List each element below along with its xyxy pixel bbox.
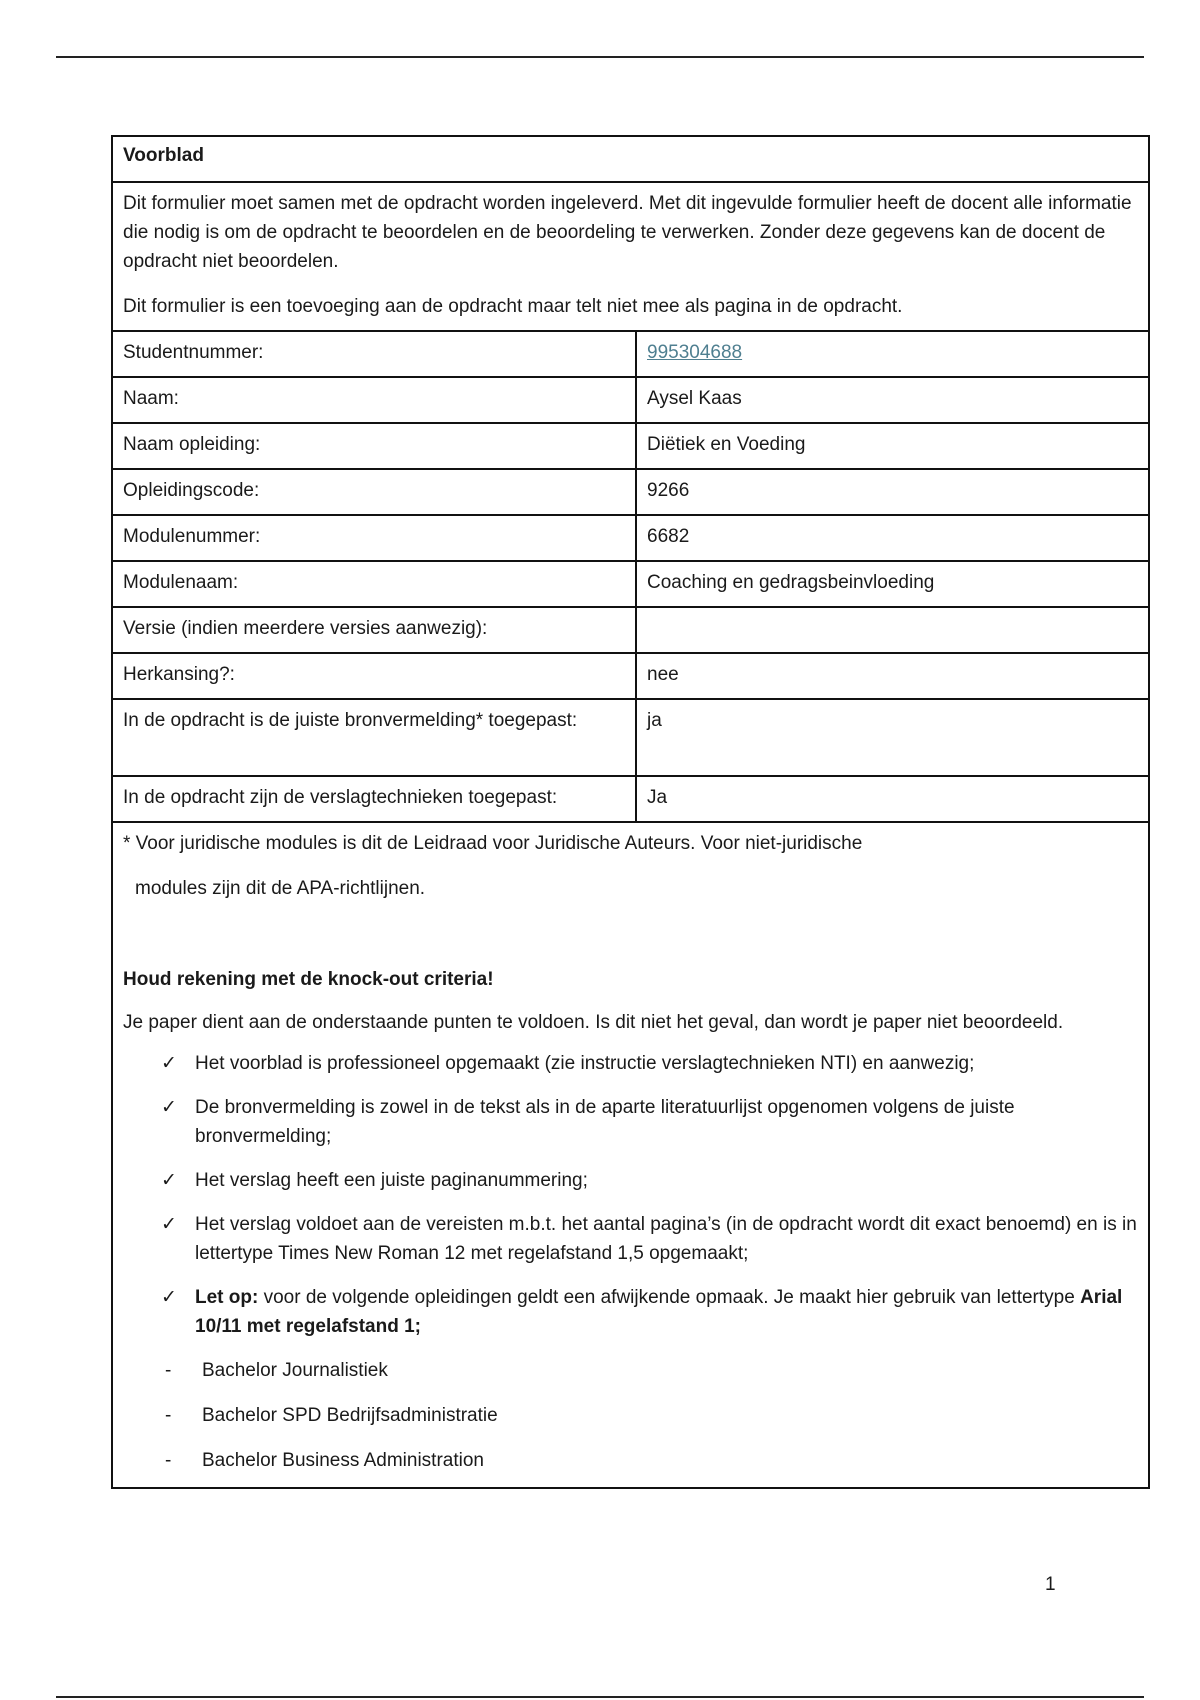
row-verslagtechnieken [113, 777, 1148, 823]
dash-bullet: - [165, 1405, 172, 1426]
header-rule [56, 56, 1144, 58]
form-intro [113, 183, 1148, 332]
intro-paragraph-2: Dit formulier is een toevoeging aan de opdracht maar telt niet mee als pagina in de opdracht. [123, 296, 903, 317]
label-herkansing: Herkansing?: [113, 654, 637, 698]
checkmark-icon: ✓ [161, 1214, 177, 1235]
let-op-text: voor de volgende opleidingen geldt een afwijkende opmaak. Je maakt hier gebruik van lettertype [258, 1287, 1081, 1308]
footnote-line-2: modules zijn dit de APA-richtlijnen. [135, 878, 426, 899]
criterion-text: De bronvermelding is zowel in de tekst als in de aparte literatuurlijst opgenomen volgens de juiste bronvermelding; [195, 1097, 1015, 1147]
row-bronvermelding [113, 700, 1148, 777]
label-verslagtechnieken: In de opdracht zijn de verslagtechnieken toegepast: [113, 777, 637, 821]
footer-rule [56, 1696, 1144, 1698]
label-modulenaam: Modulenaam: [113, 562, 637, 606]
label-versie: Versie (indien meerdere versies aanwezig): [113, 608, 637, 652]
label-modulenummer: Modulenummer: [113, 516, 637, 560]
list-item [123, 1166, 1138, 1195]
knockout-heading: Houd rekening met de knock-out criteria! [123, 969, 494, 990]
let-op-label: Let op: [195, 1287, 259, 1308]
list-item [123, 1356, 1138, 1385]
program-name: Bachelor SPD Bedrijfsadministratie [202, 1405, 498, 1426]
list-item [123, 1446, 1138, 1475]
checkmark-icon: ✓ [161, 1170, 177, 1191]
criterion-text: Het voorblad is professioneel opgemaakt (zie instructie verslagtechnieken NTI) en aanwezig; [195, 1053, 975, 1074]
value-herkansing: nee [647, 664, 679, 685]
criterion-text: Het verslag voldoet aan de vereisten m.b.t. het aantal pagina’s (in de opdracht wordt dit exact benoemd) en is in lettertype Times New Roman 12 met regelafstand 1,5 opgemaakt; [195, 1214, 1137, 1264]
value-modulenaam: Coaching en gedragsbeinvloeding [647, 572, 935, 593]
criterion-text: Het verslag heeft een juiste paginanummering; [195, 1170, 588, 1191]
intro-paragraph-1: Dit formulier moet samen met de opdracht worden ingeleverd. Met dit ingevulde formulier heeft de docent alle informatie die nodig is om de opdracht te beoordelen en de beoordeling te verwerken. Zonder deze gegevens kan de docent de opdracht niet beoordelen. [123, 193, 1132, 272]
checkmark-icon: ✓ [161, 1053, 177, 1074]
label-bronvermelding: In de opdracht is de juiste bronvermelding* toegepast: [113, 700, 637, 775]
value-naam: Aysel Kaas [647, 388, 742, 409]
value-verslagtechnieken: Ja [647, 787, 668, 808]
row-studentnummer [113, 332, 1148, 378]
programs-list [123, 1356, 1138, 1475]
list-item [123, 1283, 1138, 1341]
arial-requirement: Arial 10/11 met regelafstand 1; [195, 1287, 1123, 1337]
studentnummer-link[interactable]: 995304688 [647, 342, 743, 363]
label-studentnummer: Studentnummer: [113, 332, 637, 376]
list-item [123, 1210, 1138, 1268]
cover-form [111, 135, 1150, 1489]
page-number: 1 [1045, 1574, 1056, 1595]
row-naam-opleiding [113, 424, 1148, 470]
row-modulenaam [113, 562, 1148, 608]
list-item [123, 1049, 1138, 1078]
knockout-intro: Je paper dient aan de onderstaande punten te voldoen. Is dit niet het geval, dan wordt je paper niet beoordeeld. [123, 1012, 1064, 1033]
footnote-line-1: * Voor juridische modules is dit de Leidraad voor Juridische Auteurs. Voor niet-juridische [123, 833, 863, 854]
row-modulenummer [113, 516, 1148, 562]
value-versie [637, 608, 1148, 652]
dash-bullet: - [165, 1360, 172, 1381]
row-opleidingscode [113, 470, 1148, 516]
program-name: Bachelor Journalistiek [202, 1360, 388, 1381]
checkmark-icon: ✓ [161, 1097, 177, 1118]
row-herkansing [113, 654, 1148, 700]
label-opleidingscode: Opleidingscode: [113, 470, 637, 514]
list-item [123, 1093, 1138, 1151]
form-title: Voorblad [113, 137, 1148, 183]
label-naam-opleiding: Naam opleiding: [113, 424, 637, 468]
value-bronvermelding: ja [647, 710, 662, 731]
program-name: Bachelor Business Administration [202, 1450, 484, 1471]
value-modulenummer: 6682 [647, 526, 690, 547]
label-naam: Naam: [113, 378, 637, 422]
criteria-section [113, 823, 1148, 1487]
list-item [123, 1401, 1138, 1430]
dash-bullet: - [165, 1450, 172, 1471]
value-opleidingscode: 9266 [647, 480, 690, 501]
row-versie [113, 608, 1148, 654]
checkmark-icon: ✓ [161, 1287, 177, 1308]
row-naam [113, 378, 1148, 424]
value-naam-opleiding: Diëtiek en Voeding [647, 434, 806, 455]
criteria-list [123, 1049, 1138, 1341]
